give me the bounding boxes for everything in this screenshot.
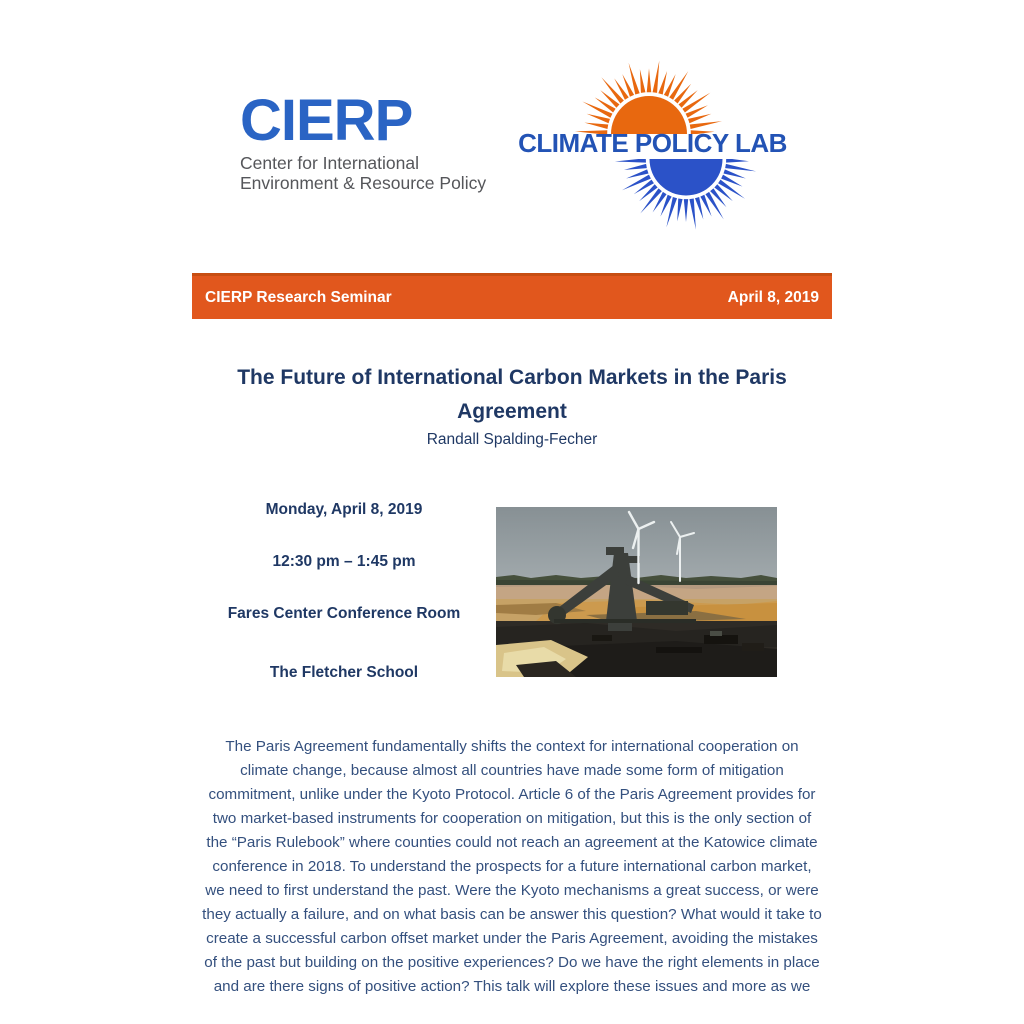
event-time: 12:30 pm – 1:45 pm [272,553,416,570]
event-venue: The Fletcher School [269,664,419,681]
cierp-logo-tagline [240,153,520,193]
seminar-banner [192,273,832,319]
seminar-description: The Paris Agreement fundamentally shifts the context for international cooperation on climate change, because almost all countries have made some form of mitigation commitment, unlike under the Kyoto Protocol. Article 6 of the Paris Agreement provides for two market-based instruments for cooperation on mitigation, but this is the only section of the “Paris Rulebook” where counties could not reach an agreement at the Katowice climate conference in 2018. To understand the prospects for a future international carbon market, we need to first understand the past. Were the Kyoto mechanisms a great success, or were they actually a failure, and on what basis can be answer this question? What would it take to create a successful carbon offset market under the Paris Agreement, avoiding the mistakes of the past but building on the positive experiences? Do we have the right elements in place and are there signs of positive action? This talk will explore these issues and more as we [202,738,822,995]
cierp-logo [240,88,520,193]
sunset-icon [613,159,759,232]
speaker-name: Randall Spalding-Fecher [426,431,598,448]
event-location: Fares Center Conference Room [227,605,461,622]
event-section [192,499,832,683]
sunrise-icon [573,58,725,134]
content-column [192,273,832,999]
cierp-tagline-line1: Center for International [240,153,419,173]
banner-series-label: CIERP Research Seminar [205,288,392,306]
cierp-tagline-line2: Environment & Resource Policy [240,173,487,193]
banner-date: April 8, 2019 [727,288,819,306]
climate-policy-lab-wordmark: CLIMATE POLICY LAB [518,128,787,158]
header-logos [0,0,1024,273]
climate-policy-lab-logo [510,58,795,232]
seminar-title: The Future of International Carbon Markets in the Paris Agreement [237,366,787,423]
event-details [192,499,496,683]
seminar-photo [496,507,777,677]
cierp-logo-acronym: CIERP [240,88,413,153]
mine-photo-illustration [496,507,777,677]
event-date: Monday, April 8, 2019 [265,501,423,518]
